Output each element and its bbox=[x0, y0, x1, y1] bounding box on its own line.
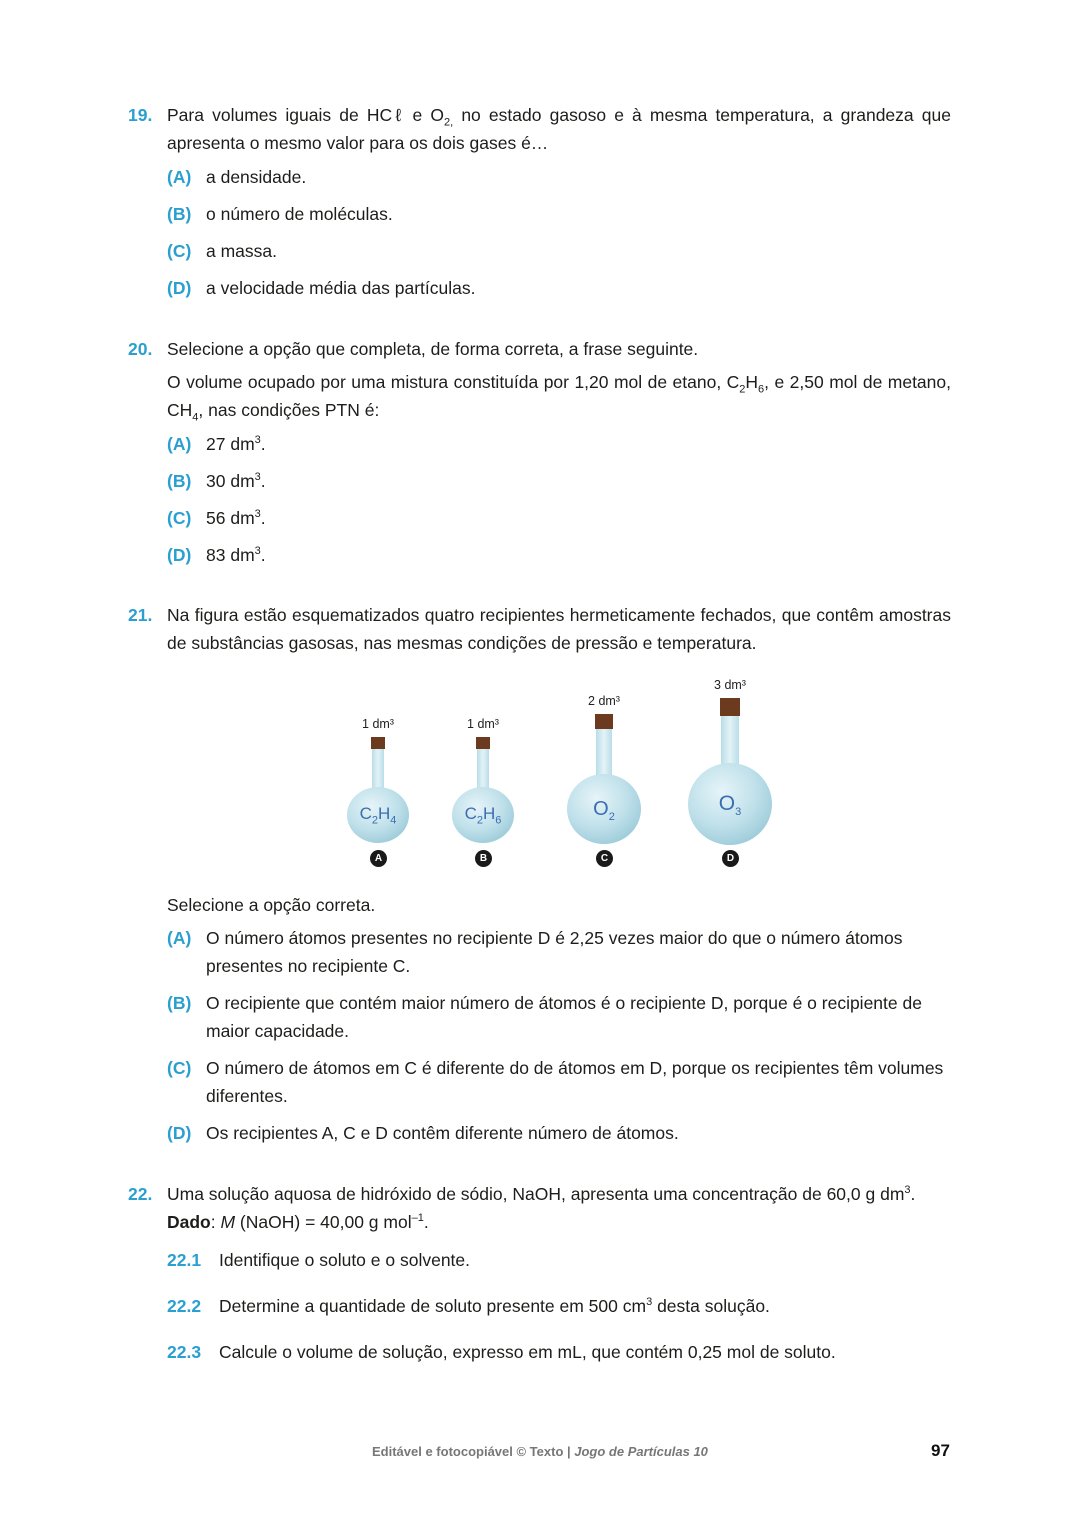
footer-credit: Editável e fotocopiável © Texto | Jogo de Partículas 10 bbox=[372, 1444, 708, 1459]
marker-a: A bbox=[370, 850, 387, 867]
cork-icon bbox=[595, 714, 613, 729]
option-a[interactable]: (A) a densidade. bbox=[167, 167, 307, 187]
marker-d: D bbox=[722, 850, 739, 867]
cork-icon bbox=[720, 698, 740, 716]
question-19 bbox=[128, 101, 951, 302]
option-d[interactable]: (D) a velocidade média das partículas. bbox=[167, 278, 476, 298]
question-stem: Uma solução aquosa de hidróxido de sódio, NaOH, apresenta uma concentração de 60,0 g $dm^3$. bbox=[167, 1184, 916, 1204]
option-c[interactable]: (C) O número de átomos em C é diferente do de átomos em D, porque os recipientes têm volumes diferentes. bbox=[167, 1058, 944, 1106]
flasks-drawing bbox=[340, 672, 800, 877]
flask-c-volume: 2 dm³ bbox=[588, 694, 620, 708]
flask-b-volume: 1 dm³ bbox=[467, 717, 499, 731]
cork-icon bbox=[371, 737, 385, 749]
option-a[interactable]: (A) O número átomos presentes no recipiente D é 2,25 vezes maior do que o número átomos presentes no recipiente C. bbox=[167, 928, 903, 976]
question-21 bbox=[128, 601, 951, 657]
flask-a-volume: 1 dm³ bbox=[362, 717, 394, 731]
flask-a-formula: $C_2H_4$ bbox=[359, 804, 397, 827]
option-d[interactable]: (D) 83 $dm^3$. bbox=[167, 545, 266, 565]
question-paragraph: O volume ocupado por uma mistura constituída por 1,20 mol de etano, $C_2H_6$, e 2,50 mol de metano, $CH_4$, nas condições PTN é: bbox=[167, 372, 951, 424]
marker-c: C bbox=[596, 850, 613, 867]
given-data: Dado: M (NaOH) = 40,00 g mol$^{-1}$. bbox=[167, 1212, 429, 1232]
flask-a bbox=[347, 737, 409, 843]
subquestion-22-1[interactable]: 22.1 Identifique o soluto e o solvente. bbox=[167, 1250, 471, 1270]
page-number: 97 bbox=[931, 1441, 950, 1460]
flask-d-formula: $O_3$ bbox=[718, 792, 742, 819]
subquestion-22-3[interactable]: 22.3 Calcule o volume de solução, expresso em mL, que contém 0,25 mol de soluto. bbox=[167, 1342, 836, 1362]
option-d[interactable]: (D) Os recipientes A, C e D contêm diferente número de átomos. bbox=[167, 1123, 679, 1143]
question-stem: Para volumes iguais de HCℓ e $O_{2,}$ no estado gasoso e à mesma temperatura, a grandeza que apresenta o mesmo valor para os dois gases é… bbox=[167, 105, 951, 153]
question-number: 21. bbox=[128, 605, 153, 625]
flask-d bbox=[688, 698, 772, 845]
marker-b: B bbox=[475, 850, 492, 867]
option-c[interactable]: (C) a massa. bbox=[167, 241, 277, 261]
subquestion-22-2[interactable]: 22.2 Determine a quantidade de soluto presente em 500 $cm^3$ desta solução. bbox=[167, 1296, 770, 1316]
question-number: 22. bbox=[128, 1184, 153, 1204]
flask-c-formula: $O_2$ bbox=[593, 798, 615, 823]
flasks-figure bbox=[340, 672, 800, 877]
question-stem: Selecione a opção que completa, de forma correta, a frase seguinte. bbox=[167, 339, 699, 359]
question-prompt: Selecione a opção correta. bbox=[167, 895, 376, 915]
question-22 bbox=[128, 1180, 951, 1366]
question-stem: Na figura estão esquematizados quatro recipientes hermeticamente fechados, que contêm amostras de substâncias gasosas, nas mesmas condições de pressão e temperatura. bbox=[167, 605, 951, 653]
option-b[interactable]: (B) o número de moléculas. bbox=[167, 204, 393, 224]
option-c[interactable]: (C) 56 $dm^3$. bbox=[167, 508, 266, 528]
option-b[interactable]: (B) O recipiente que contém maior número de átomos é o recipiente D, porque é o recipiente de maior capacidade. bbox=[167, 993, 922, 1041]
question-21-options bbox=[128, 891, 951, 1147]
option-b[interactable]: (B) 30 $dm^3$. bbox=[167, 471, 266, 491]
question-number: 19. bbox=[128, 105, 153, 125]
flask-b bbox=[452, 737, 514, 843]
flask-b-formula: $C_2H_6$ bbox=[464, 804, 502, 827]
cork-icon bbox=[476, 737, 490, 749]
question-number: 20. bbox=[128, 339, 153, 359]
option-a[interactable]: (A) 27 $dm^3$. bbox=[167, 434, 266, 454]
flask-c bbox=[567, 714, 641, 844]
question-20 bbox=[128, 335, 951, 569]
flask-d-volume: 3 dm³ bbox=[714, 678, 746, 692]
